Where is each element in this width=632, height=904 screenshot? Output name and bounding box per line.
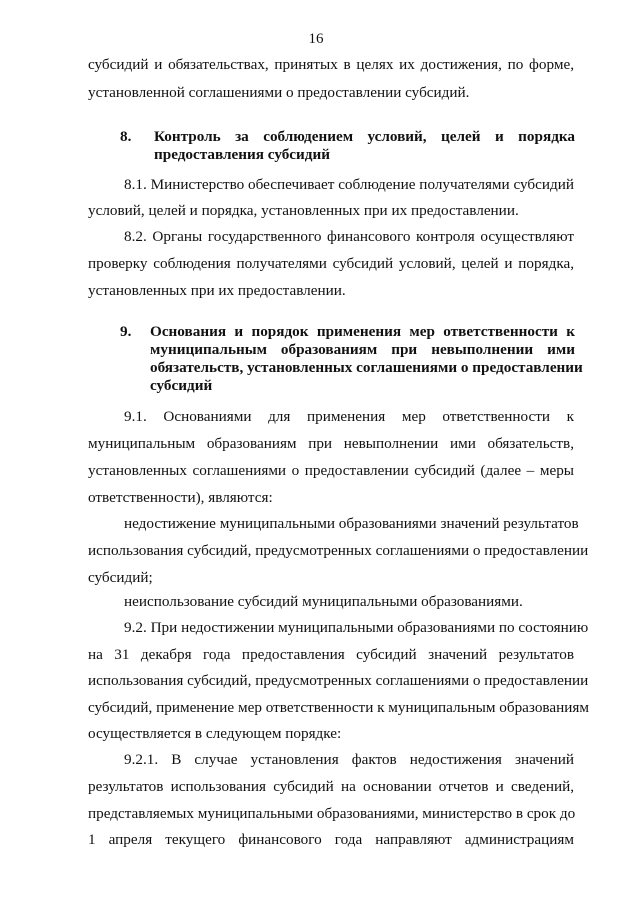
para-9-2-1-line-1: 9.2.1. В случае установления фактов недостижения значений xyxy=(124,751,574,768)
bullet-1-line-3: субсидий; xyxy=(88,569,153,586)
para-9-2-line-3: использования субсидий, предусмотренных соглашениями о предоставлении xyxy=(88,672,589,689)
section-9-title-line-2: муниципальным образованиям при невыполнении ими xyxy=(150,341,575,358)
intro-line-2: установленной соглашениями о предоставлении субсидий. xyxy=(88,84,470,101)
para-9-2-line-4: субсидий, применение мер ответственности к муниципальным образованиям xyxy=(88,699,589,716)
para-8-2-line-1: 8.2. Органы государственного финансового контроля осуществляют xyxy=(124,228,574,245)
bullet-1-line-1: недостижение муниципальными образованиями значений результатов xyxy=(124,515,579,532)
para-9-2-line-5: осуществляется в следующем порядке: xyxy=(88,725,342,742)
section-9-number: 9. xyxy=(120,323,132,340)
section-8-number: 8. xyxy=(120,128,132,145)
section-9-title-line-4: субсидий xyxy=(150,377,213,394)
bullet-2: неиспользование субсидий муниципальными образованиями. xyxy=(124,593,523,610)
para-8-1-line-2: условий, целей и порядка, установленных при их предоставлении. xyxy=(88,202,519,219)
section-9-title-line-3: обязательств, установленных соглашениями о предоставлении xyxy=(150,359,583,376)
section-9-title-line-1: Основания и порядок применения мер ответственности к xyxy=(150,323,575,340)
para-9-1-line-3: установленных соглашениями о предоставлении субсидий (далее – меры xyxy=(88,462,574,479)
section-8-title-line-1: Контроль за соблюдением условий, целей и порядка xyxy=(154,128,575,145)
para-9-2-1-line-2: результатов использования субсидий на основании отчетов и сведений, xyxy=(88,778,574,795)
para-8-2-line-2: проверку соблюдения получателями субсидий условий, целей и порядка, xyxy=(88,255,574,272)
intro-line-1: субсидий и обязательствах, принятых в целях их достижения, по форме, xyxy=(88,56,574,73)
para-9-1-line-2: муниципальным образованиям при невыполнении ими обязательств, xyxy=(88,435,574,452)
para-9-2-1-line-4: 1 апреля текущего финансового года направляют администрациям xyxy=(88,831,574,848)
para-9-2-line-1: 9.2. При недостижении муниципальными образованиями по состоянию xyxy=(124,619,589,636)
para-9-1-line-1: 9.1. Основаниями для применения мер ответственности к xyxy=(124,408,574,425)
para-9-2-1-line-3: представляемых муниципальными образованиями, министерство в срок до xyxy=(88,805,576,822)
para-9-1-line-4: ответственности), являются: xyxy=(88,489,273,506)
para-9-2-line-2: на 31 декабря года предоставления субсидий значений результатов xyxy=(88,646,574,663)
para-8-1-line-1: 8.1. Министерство обеспечивает соблюдение получателями субсидий xyxy=(124,176,574,193)
section-8-title-line-2: предоставления субсидий xyxy=(154,146,330,163)
para-8-2-line-3: установленных при их предоставлении. xyxy=(88,282,346,299)
bullet-1-line-2: использования субсидий, предусмотренных соглашениями о предоставлении xyxy=(88,542,589,559)
page-number: 16 xyxy=(308,31,324,47)
